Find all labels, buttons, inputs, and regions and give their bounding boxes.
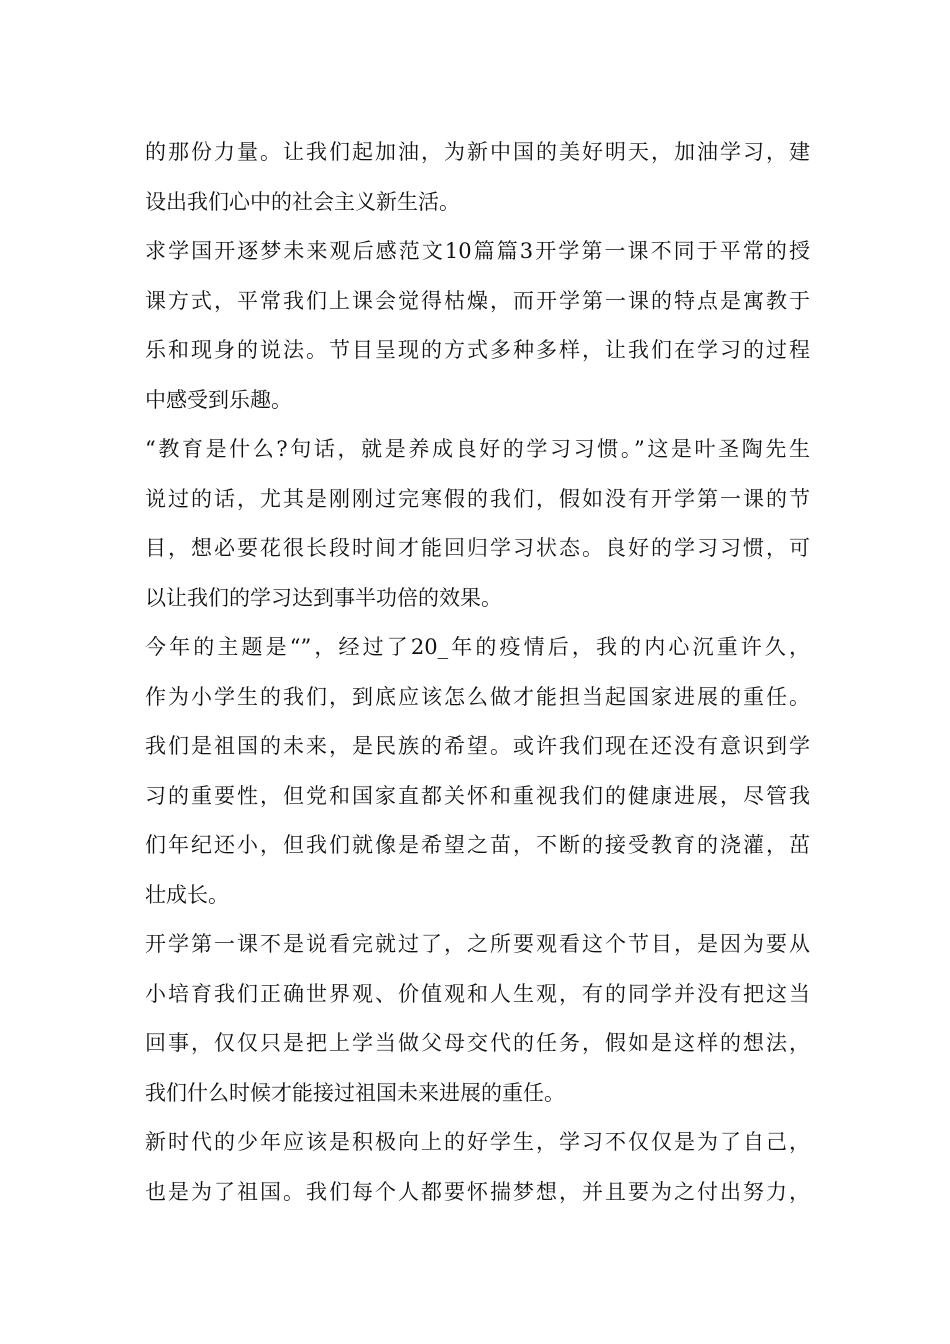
text-line: 壮成长。 [145, 882, 229, 907]
text-line: 我们什么时候才能接过祖国未来进展的重任。 [145, 1080, 565, 1105]
body-text [145, 128, 810, 1217]
text-line: 也是为了祖国。我们每个人都要怀揣梦想，并且要为之付出努力， [145, 1179, 810, 1204]
text-line: 习的重要性，但党和国家直都关怀和重视我们的健康进展，尽管我 [145, 783, 810, 808]
text-line: 作为小学生的我们，到底应该怎么做才能担当起国家进展的重任。 [145, 684, 810, 709]
text-line: 中感受到乐趣。 [145, 387, 292, 412]
text-line: 开学第一课不是说看完就过了，之所要观看这个节目，是因为要从 [145, 932, 810, 956]
text-line: 回事，仅仅只是把上学当做父母交代的任务，假如是这样的想法， [145, 1031, 810, 1055]
text-line: 乐和现身的说法。节目呈现的方式多种多样，让我们在学习的过程 [145, 338, 810, 362]
text-line: 们年纪还小，但我们就像是希望之苗，不断的接受教育的浇灌，茁 [145, 833, 810, 857]
text-line: 今年的主题是“”，经过了20_年的疫情后，我的内心沉重许久， [145, 635, 810, 659]
text-line: 我们是祖国的未来，是民族的希望。或许我们现在还没有意识到学 [145, 734, 810, 758]
text-line: 说过的话，尤其是刚刚过完寒假的我们，假如没有开学第一课的节 [145, 486, 810, 511]
text-line: 目，想必要花很长段时间才能回归学习状态。良好的学习习惯，可 [145, 536, 810, 560]
text-line: “教育是什么?句话，就是养成良好的学习习惯。”这是叶圣陶先生 [145, 437, 810, 461]
text-line: 小培育我们正确世界观、价值观和人生观，有的同学并没有把这当 [145, 981, 810, 1006]
text-line: 求学国开逐梦未来观后感范文10篇篇3开学第一课不同于平常的授 [145, 239, 810, 263]
text-line: 新时代的少年应该是积极向上的好学生，学习不仅仅是为了自己， [145, 1130, 810, 1154]
text-line: 设出我们心中的社会主义新生活。 [145, 189, 460, 214]
text-line: 以让我们的学习达到事半功倍的效果。 [145, 585, 502, 610]
text-line: 课方式，平常我们上课会觉得枯燥，而开学第一课的特点是寓教于 [145, 288, 810, 313]
text-line: 的那份力量。让我们起加油，为新中国的美好明天，加油学习，建 [145, 140, 810, 164]
